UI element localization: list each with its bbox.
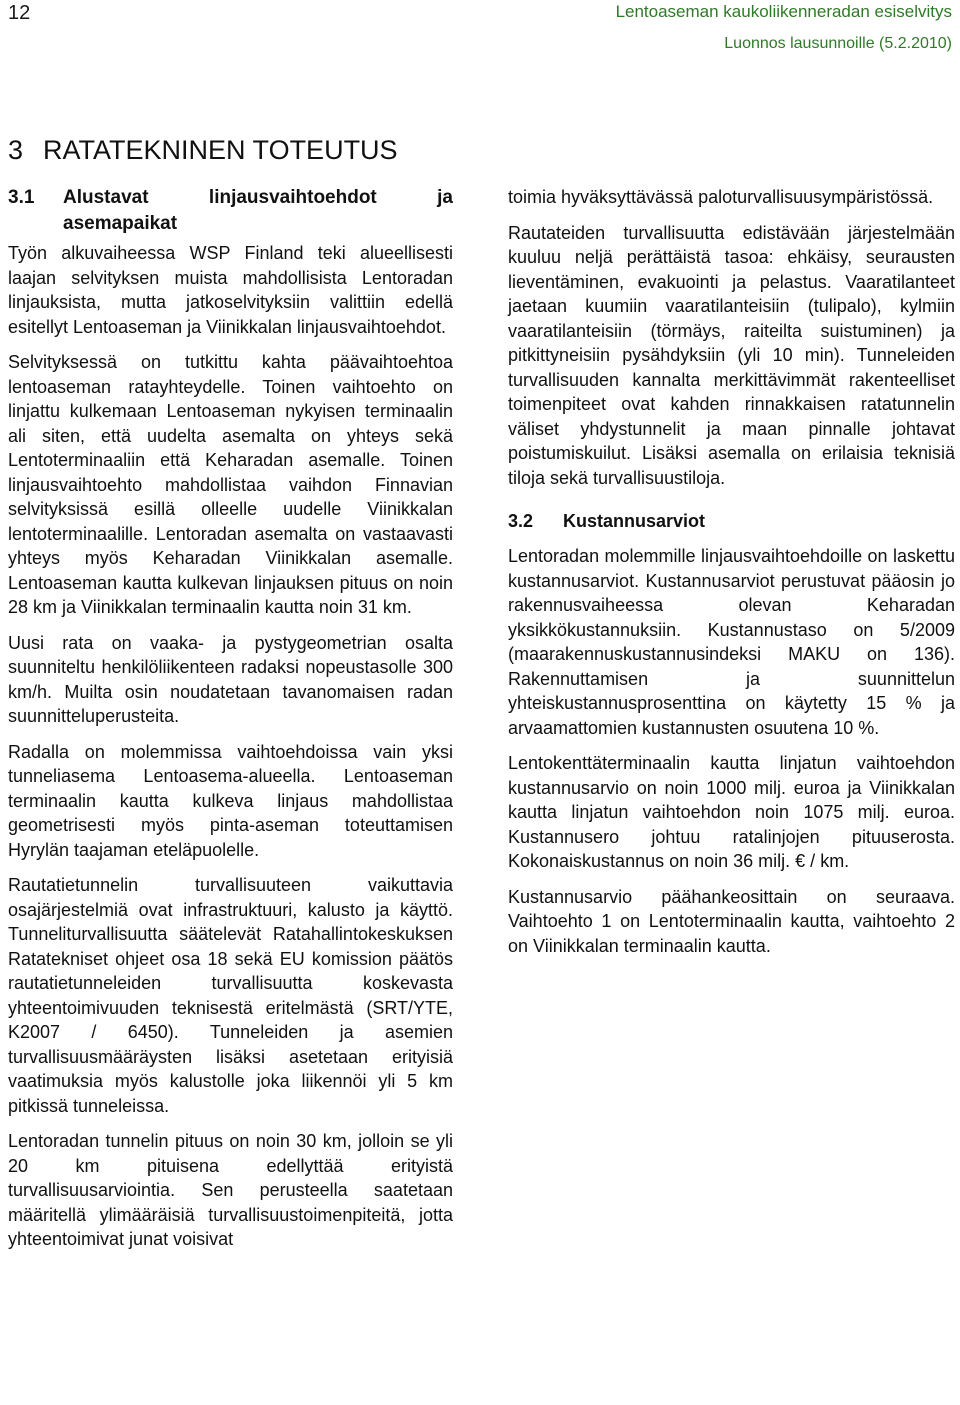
section-heading-3-1 xyxy=(8,185,453,237)
paragraph: Lentoradan molemmille linjausvaihtoehdoille on laskettu kustannusarviot. Kustannusarviot perustuvat pääosin jo rakennusvaiheessa olevan Keharadan yksikkökustannuksiin. Kustannustaso on 5/2009 (maarakennuskustannusindeksi MAKU on 136). Rakennuttamisen ja suunnittelun yhteiskustannusprosenttina on käytetty 15 % ja arvaamattomien kustannusten osuutena 10 %. xyxy=(508,546,955,738)
paragraph: Työn alkuvaiheessa WSP Finland teki alueellisesti laajan selvityksen muista mahdollisista Lentoradan linjauksista, mutta jatkoselvityksiin valittiin edellä esitellyt Lentoaseman ja Viinikkalan linjausvaihtoehdot. xyxy=(8,243,453,337)
chapter-title: RATATEKNINEN TOTEUTUS xyxy=(43,135,398,165)
paragraph: Lentoradan tunnelin pituus on noin 30 km, jolloin se yli 20 km pituisena edellyttää erityistä turvallisuusarviointia. Sen perusteella saatetaan määritellä ylimääräisiä turvallisuustoimenpiteitä, jotta yhteentoimivat junat voisivat xyxy=(8,1131,453,1249)
section-number: 3.1 xyxy=(8,187,35,208)
paragraph: Rautateiden turvallisuutta edistävään järjestelmään kuuluu neljä perättäistä tasoa: ehkäisy, seurausten lieventäminen, evakuointi ja pelastus. Vaaratilanteet jaetaan kuumiin vaaratilanteisiin (tulipalo), kylmiin vaaratilanteisiin (törmäys, raiteilta suistuminen) ja pitkittyneisiin pysähdyksiin (yli 10 min). Tunneleiden turvallisuuden kannalta merkittävimmät rakenteelliset toimenpiteet ovat kahden rinnakkaisen ratatunnelin väliset yhdystunnelit ja maan pinnalle johtavat poistumiskuilut. Lisäksi asemalla on erilaisia teknisiä tiloja sekä turvallisuustiloja. xyxy=(508,222,955,488)
paragraph: Lentokenttäterminaalin kautta linjatun vaihtoehdon kustannusarvio on noin 1000 milj. euroa ja Viinikkalan kautta linjatun vaihtoehdon noin 1075 milj. euroa. Kustannusero johtuu ratalinjojen pituuserosta. Kokonaiskustannus on noin 36 milj. € / km. xyxy=(508,753,955,871)
paragraph: toimia hyväksyttävässä paloturvallisuusympäristössä. xyxy=(508,187,934,207)
chapter-number: 3 xyxy=(8,135,24,165)
document-title: Lentoaseman kaukoliikenneradan esiselvitys xyxy=(615,2,952,21)
paragraph: Rautatietunnelin turvallisuuteen vaikuttavia osajärjestelmiä ovat infrastruktuuri, kalusto ja käyttö. Tunneliturvallisuutta säätelevät Ratahallintokeskuksen Ratatekniset ohjeet osa 18 sekä EU komission päätös rautatietunneleiden turvallisuutta koskevasta yhteentoimivuuden teknisestä eritelmästä (SRT/YTE, K2007 / 6450). Tunneleiden ja asemien turvallisuusmääräysten lisäksi asetetaan erityisiä vaatimuksia myös kalustolle joka liikennöi yli 5 km pitkissä tunneleissa. xyxy=(8,875,453,1116)
chapter-heading xyxy=(8,135,398,166)
paragraph: Kustannusarvio päähankeosittain on seuraava. Vaihtoehto 1 on Lentoterminaalin kautta, vaihtoehto 2 on Viinikkalan terminaalin kautta. xyxy=(508,886,955,956)
paragraph: Uusi rata on vaaka- ja pystygeometrian osalta suunniteltu henkilöliikenteen radaksi nopeustasolle 300 km/h. Muilta osin noudatetaan tavanomaisen radan suunnitteluperusteita. xyxy=(8,632,453,726)
document-subtitle: Luonnos lausunnoille (5.2.2010) xyxy=(724,35,952,52)
page-number: 12 xyxy=(8,2,31,24)
right-column xyxy=(508,185,955,969)
paragraph: Radalla on molemmissa vaihtoehdoissa vain yksi tunneliasema Lentoasema-alueella. Lentoaseman terminaalin kautta kulkeva linjaus mahdollistaa geometrisesti myös pinta-aseman toteuttamisen Hyrylän taajaman eteläpuolelle. xyxy=(8,741,453,860)
section-heading-3-2 xyxy=(508,508,955,534)
paragraph: Selvityksessä on tutkittu kahta päävaihtoehtoa lentoaseman ratayhteydelle. Toinen vaihtoehto on linjattu kulkemaan Lentoaseman nykyisen terminaalin ali siten, että uudelta asemalta on yhteys sekä Lentoterminaaliin että Keharadan asemalle. Toinen linjausvaihtoehto mahdollistaa vaihdon Finnavian selvityksissä esillä olleelle uudelle Viinikkalan lentoterminaalille. Lentoradan asemalta on vastaavasti yhteys myös Keharadan Viinikkalan asemalle. Lentoaseman kautta kulkevan linjauksen pituus on noin 28 km ja Viinikkalan terminaalin kautta noin 31 km. xyxy=(8,352,453,617)
section-title: Alustavat linjausvaihtoehdot ja asemapaikat xyxy=(63,187,453,234)
section-number: 3.2 xyxy=(508,511,534,531)
section-title: Kustannusarviot xyxy=(563,511,706,531)
page-header xyxy=(0,0,960,66)
left-column xyxy=(8,185,453,1263)
